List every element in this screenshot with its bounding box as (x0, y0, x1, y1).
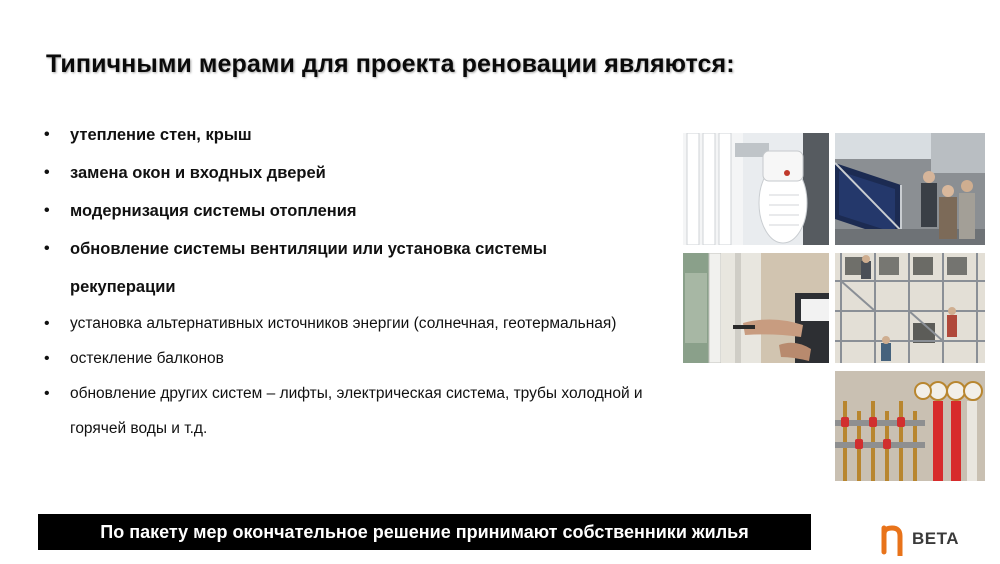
measures-list (44, 116, 644, 446)
solar-panel-roof-photo (835, 133, 985, 245)
facade-scaffolding-photo (835, 253, 985, 363)
measure-item: • замена окон и входных дверей (44, 154, 644, 192)
measure-item: • обновление других систем – лифты, электрическая система, трубы холодной и горячей воды и т.д. (44, 376, 644, 446)
measure-item: • установка альтернативных источников энергии (солнечная, геотермальная) (44, 306, 644, 341)
ownership-decision-banner (38, 514, 811, 550)
heating-pipes-photo (835, 371, 985, 481)
logo-text: BETA (912, 529, 960, 548)
beta-logo-icon (880, 522, 906, 556)
measure-item: • модернизация системы отопления (44, 192, 644, 230)
measure-item: • остекление балконов (44, 341, 644, 376)
window-installation-photo (683, 253, 829, 363)
measure-item: • обновление системы вентиляции или установка системы рекуперации (44, 230, 644, 306)
company-logo (880, 522, 959, 556)
slide-title: Типичными мерами для проекта реновации являются: (46, 50, 735, 78)
measure-item: • утепление стен, крыш (44, 116, 644, 154)
radiator-thermostat-photo (683, 133, 829, 245)
banner-text: По пакету мер окончательное решение принимают собственники жилья (100, 521, 749, 542)
